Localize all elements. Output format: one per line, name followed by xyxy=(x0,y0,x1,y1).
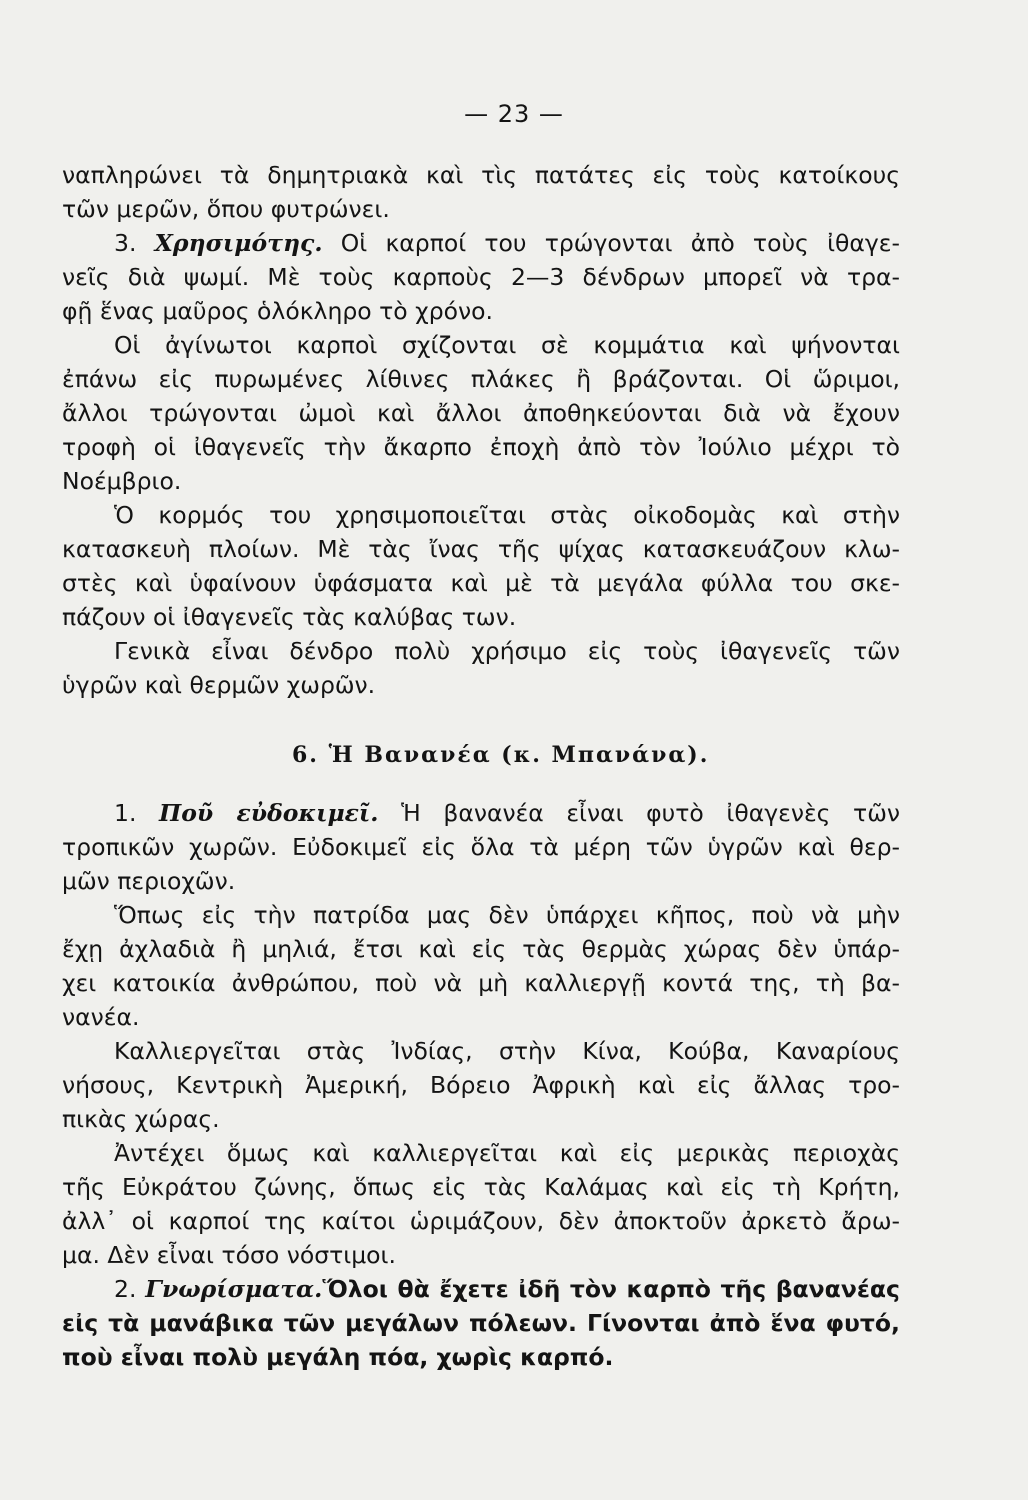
item-3-text: Οἱ καρποί του τρώγονται ἀπὸ τοὺς ἰθαγε- xyxy=(340,229,900,257)
text-line: στὲς καὶ ὑφαίνουν ὑφάσματα καὶ μὲ τὰ μεγάλα φύλλα του σκε- xyxy=(62,569,900,597)
text-line: κατασκευὴ πλοίων. Μὲ τὰς ἴνας τῆς ψίχας κατασκευάζουν κλω- xyxy=(62,535,900,563)
sec6-item-2-line xyxy=(62,1272,900,1306)
page-number: — 23 — xyxy=(464,100,564,128)
text-line: εἰς τὰ μανάβικα τῶν μεγάλων πόλεων. Γίνονται ἀπὸ ἕνα φυτό, xyxy=(62,1309,900,1337)
sec6-item-1-title: Ποῦ εὐδοκιμεῖ. xyxy=(159,799,379,827)
sec6-item-2-title: Γνωρίσματα. xyxy=(145,1275,323,1303)
text-line: Ὅπως εἰς τὴν πατρίδα μας δὲν ὑπάρχει κῆπος, ποὺ νὰ μὴν xyxy=(114,901,900,929)
body-text xyxy=(62,158,900,1374)
text-line: χει κατοικία ἀνθρώπου, ποὺ νὰ μὴ καλλιεργῇ κοντά της, τὴ βα- xyxy=(62,969,900,997)
text-line: ἔχῃ ἀχλαδιὰ ἢ μηλιά, ἔτσι καὶ εἰς τὰς θερμὰς χώρας δὲν ὑπάρ- xyxy=(62,935,900,963)
sec6-item-1-text: Ἡ βανανέα εἶναι φυτὸ ἰθαγενὲς τῶν xyxy=(401,799,900,827)
text-line: πικὰς χώρας. xyxy=(62,1105,220,1133)
text-line: νεῖς διὰ ψωμί. Μὲ τοὺς καρποὺς 2—3 δένδρων μπορεῖ νὰ τρα- xyxy=(62,263,900,291)
text-line: μῶν περιοχῶν. xyxy=(62,867,236,895)
item-3-title: Χρησιμότης. xyxy=(154,229,323,257)
text-line: τροπικῶν χωρῶν. Εὐδοκιμεῖ εἰς ὅλα τὰ μέρη τῶν ὑγρῶν καὶ θερ- xyxy=(62,833,900,861)
text-line: Νοέμβριο. xyxy=(62,467,182,495)
sec6-item-1-number: 1. xyxy=(114,799,137,827)
text-line: ἄλλοι τρώγονται ὠμοὶ καὶ ἄλλοι ἀποθηκεύονται διὰ νὰ ἔχουν xyxy=(62,399,900,427)
text-line: τροφὴ οἱ ἰθαγενεῖς τὴν ἄκαρπο ἐποχὴ ἀπὸ τὸν Ἰούλιο μέχρι τὸ xyxy=(62,433,900,461)
text-line: νήσους, Κεντρικὴ Ἀμερική, Βόρειο Ἀφρικὴ καὶ εἰς ἄλλας τρο- xyxy=(62,1071,900,1099)
sec6-item-2-number: 2. xyxy=(114,1275,137,1303)
text-line: τῶν μερῶν, ὅπου φυτρώνει. xyxy=(62,195,390,223)
section-heading: 6. Ἡ Βανανέα (κ. Μπανάνα). xyxy=(292,742,710,768)
text-line: ἐπάνω εἰς πυρωμένες λίθινες πλάκες ἢ βράζονται. Οἱ ὥριμοι, xyxy=(62,365,900,393)
text-line: ποὺ εἶναι πολὺ μεγάλη πόα, χωρὶς καρπό. xyxy=(62,1343,614,1371)
text-line: φῇ ἕνας μαῦρος ὁλόκληρο τὸ χρόνο. xyxy=(62,297,493,325)
text-line: Οἱ ἀγίνωτοι καρποὶ σχίζονται σὲ κομμάτια καὶ ψήνονται xyxy=(114,331,900,359)
text-line: ὑγρῶν καὶ θερμῶν χωρῶν. xyxy=(62,671,376,699)
sec6-item-2-text: Ὅλοι θὰ ἔχετε ἰδῆ τὸν καρπὸ τῆς βανανέας xyxy=(322,1275,900,1303)
text-line: νανέα. xyxy=(62,1003,140,1031)
text-line: Ὁ κορμός του χρησιμοποιεῖται στὰς οἰκοδομὰς καὶ στὴν xyxy=(114,501,900,529)
text-line: ναπληρώνει τὰ δημητριακὰ καὶ τὶς πατάτες εἰς τοὺς κατοίκους xyxy=(62,161,900,189)
text-line: Καλλιεργεῖται στὰς Ἰνδίας, στὴν Κίνα, Κούβα, Καναρίους xyxy=(114,1037,900,1065)
sec6-item-1-line xyxy=(62,796,900,830)
item-3-number: 3. xyxy=(114,229,137,257)
item-3-line xyxy=(62,226,900,260)
text-line: μα. Δὲν εἶναι τόσο νόστιμοι. xyxy=(62,1241,396,1269)
text-line: Ἀντέχει ὅμως καὶ καλλιεργεῖται καὶ εἰς μερικὰς περιοχὰς xyxy=(114,1139,900,1167)
text-line: πάζουν οἱ ἰθαγενεῖς τὰς καλύβας των. xyxy=(62,603,517,631)
text-line: ἀλλ᾽ οἱ καρποί της καίτοι ὡριμάζουν, δὲν ἀποκτοῦν ἀρκετὸ ἄρω- xyxy=(62,1207,900,1235)
text-line: τῆς Εὐκράτου ζώνης, ὅπως εἰς τὰς Καλάμας καὶ εἰς τὴ Κρήτη, xyxy=(62,1173,900,1201)
text-line: Γενικὰ εἶναι δένδρο πολὺ χρήσιμο εἰς τοὺς ἰθαγενεῖς τῶν xyxy=(114,637,900,665)
